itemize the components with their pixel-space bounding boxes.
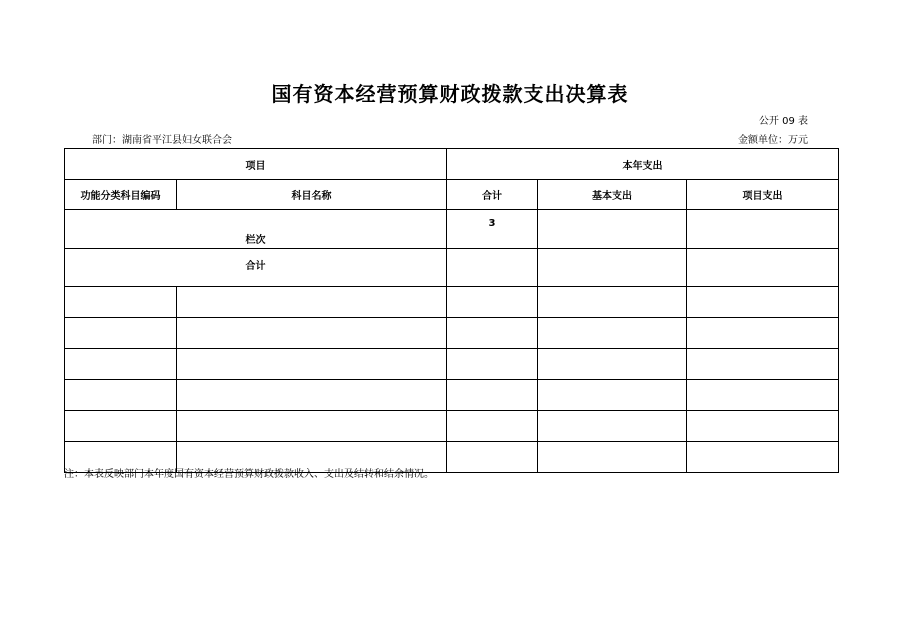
column-index-total: 3 xyxy=(447,210,538,249)
header-project-group: 项目 xyxy=(65,149,447,180)
table-row xyxy=(65,349,839,380)
table-header-columns-row xyxy=(65,180,839,210)
table-cell xyxy=(538,411,687,442)
department-value: 湖南省平江县妇女联合会 xyxy=(122,135,232,146)
table-cell xyxy=(447,287,538,318)
amount-unit-label: 金额单位： xyxy=(738,135,788,146)
header-basic-expenditure: 基本支出 xyxy=(538,180,687,210)
document-code: 公开 09 表 xyxy=(758,116,808,127)
table-cell xyxy=(538,442,687,473)
table-cell xyxy=(65,411,177,442)
header-project-expenditure: 项目支出 xyxy=(687,180,839,210)
header-total: 合计 xyxy=(447,180,538,210)
total-row-basic xyxy=(538,249,687,287)
table-cell xyxy=(177,318,447,349)
total-row-total xyxy=(447,249,538,287)
table-footnote: 注：本表反映部门本年度国有资本经营预算财政拨款收入、支出及结转和结余情况。 xyxy=(64,469,434,480)
table-row xyxy=(65,318,839,349)
table-cell xyxy=(687,287,839,318)
amount-unit-info xyxy=(738,131,808,146)
table-cell xyxy=(177,287,447,318)
amount-unit-value: 万元 xyxy=(788,135,808,146)
table-cell xyxy=(447,349,538,380)
table-cell xyxy=(65,287,177,318)
total-row xyxy=(65,249,839,287)
table-cell xyxy=(447,318,538,349)
table-cell xyxy=(687,318,839,349)
header-function-code: 功能分类科目编码 xyxy=(65,180,177,210)
table-cell xyxy=(687,442,839,473)
header-subject-name: 科目名称 xyxy=(177,180,447,210)
table-cell xyxy=(538,318,687,349)
table-cell xyxy=(538,287,687,318)
table-cell xyxy=(687,349,839,380)
total-row-project xyxy=(687,249,839,287)
expenditure-table xyxy=(64,148,839,473)
total-row-label: 合计 xyxy=(65,249,447,287)
table-cell xyxy=(177,411,447,442)
table-cell xyxy=(538,380,687,411)
department-label: 部门： xyxy=(92,135,122,146)
table-cell xyxy=(687,411,839,442)
department-info xyxy=(92,131,232,146)
column-index-label: 栏次 xyxy=(65,210,447,249)
table-row xyxy=(65,411,839,442)
column-index-project xyxy=(687,210,839,249)
table-cell xyxy=(177,380,447,411)
table-row xyxy=(65,380,839,411)
table-cell xyxy=(177,349,447,380)
table-cell xyxy=(447,442,538,473)
table-cell xyxy=(538,349,687,380)
column-index-row xyxy=(65,210,839,249)
table-cell xyxy=(687,380,839,411)
table-header-group-row xyxy=(65,149,839,180)
table-cell xyxy=(65,318,177,349)
table-cell xyxy=(447,411,538,442)
table-cell xyxy=(65,380,177,411)
report-title: 国有资本经营预算财政拨款支出决算表 xyxy=(271,82,629,106)
table-cell xyxy=(447,380,538,411)
table-cell xyxy=(65,349,177,380)
header-current-year-expenditure: 本年支出 xyxy=(447,149,839,180)
table-row xyxy=(65,287,839,318)
column-index-basic xyxy=(538,210,687,249)
